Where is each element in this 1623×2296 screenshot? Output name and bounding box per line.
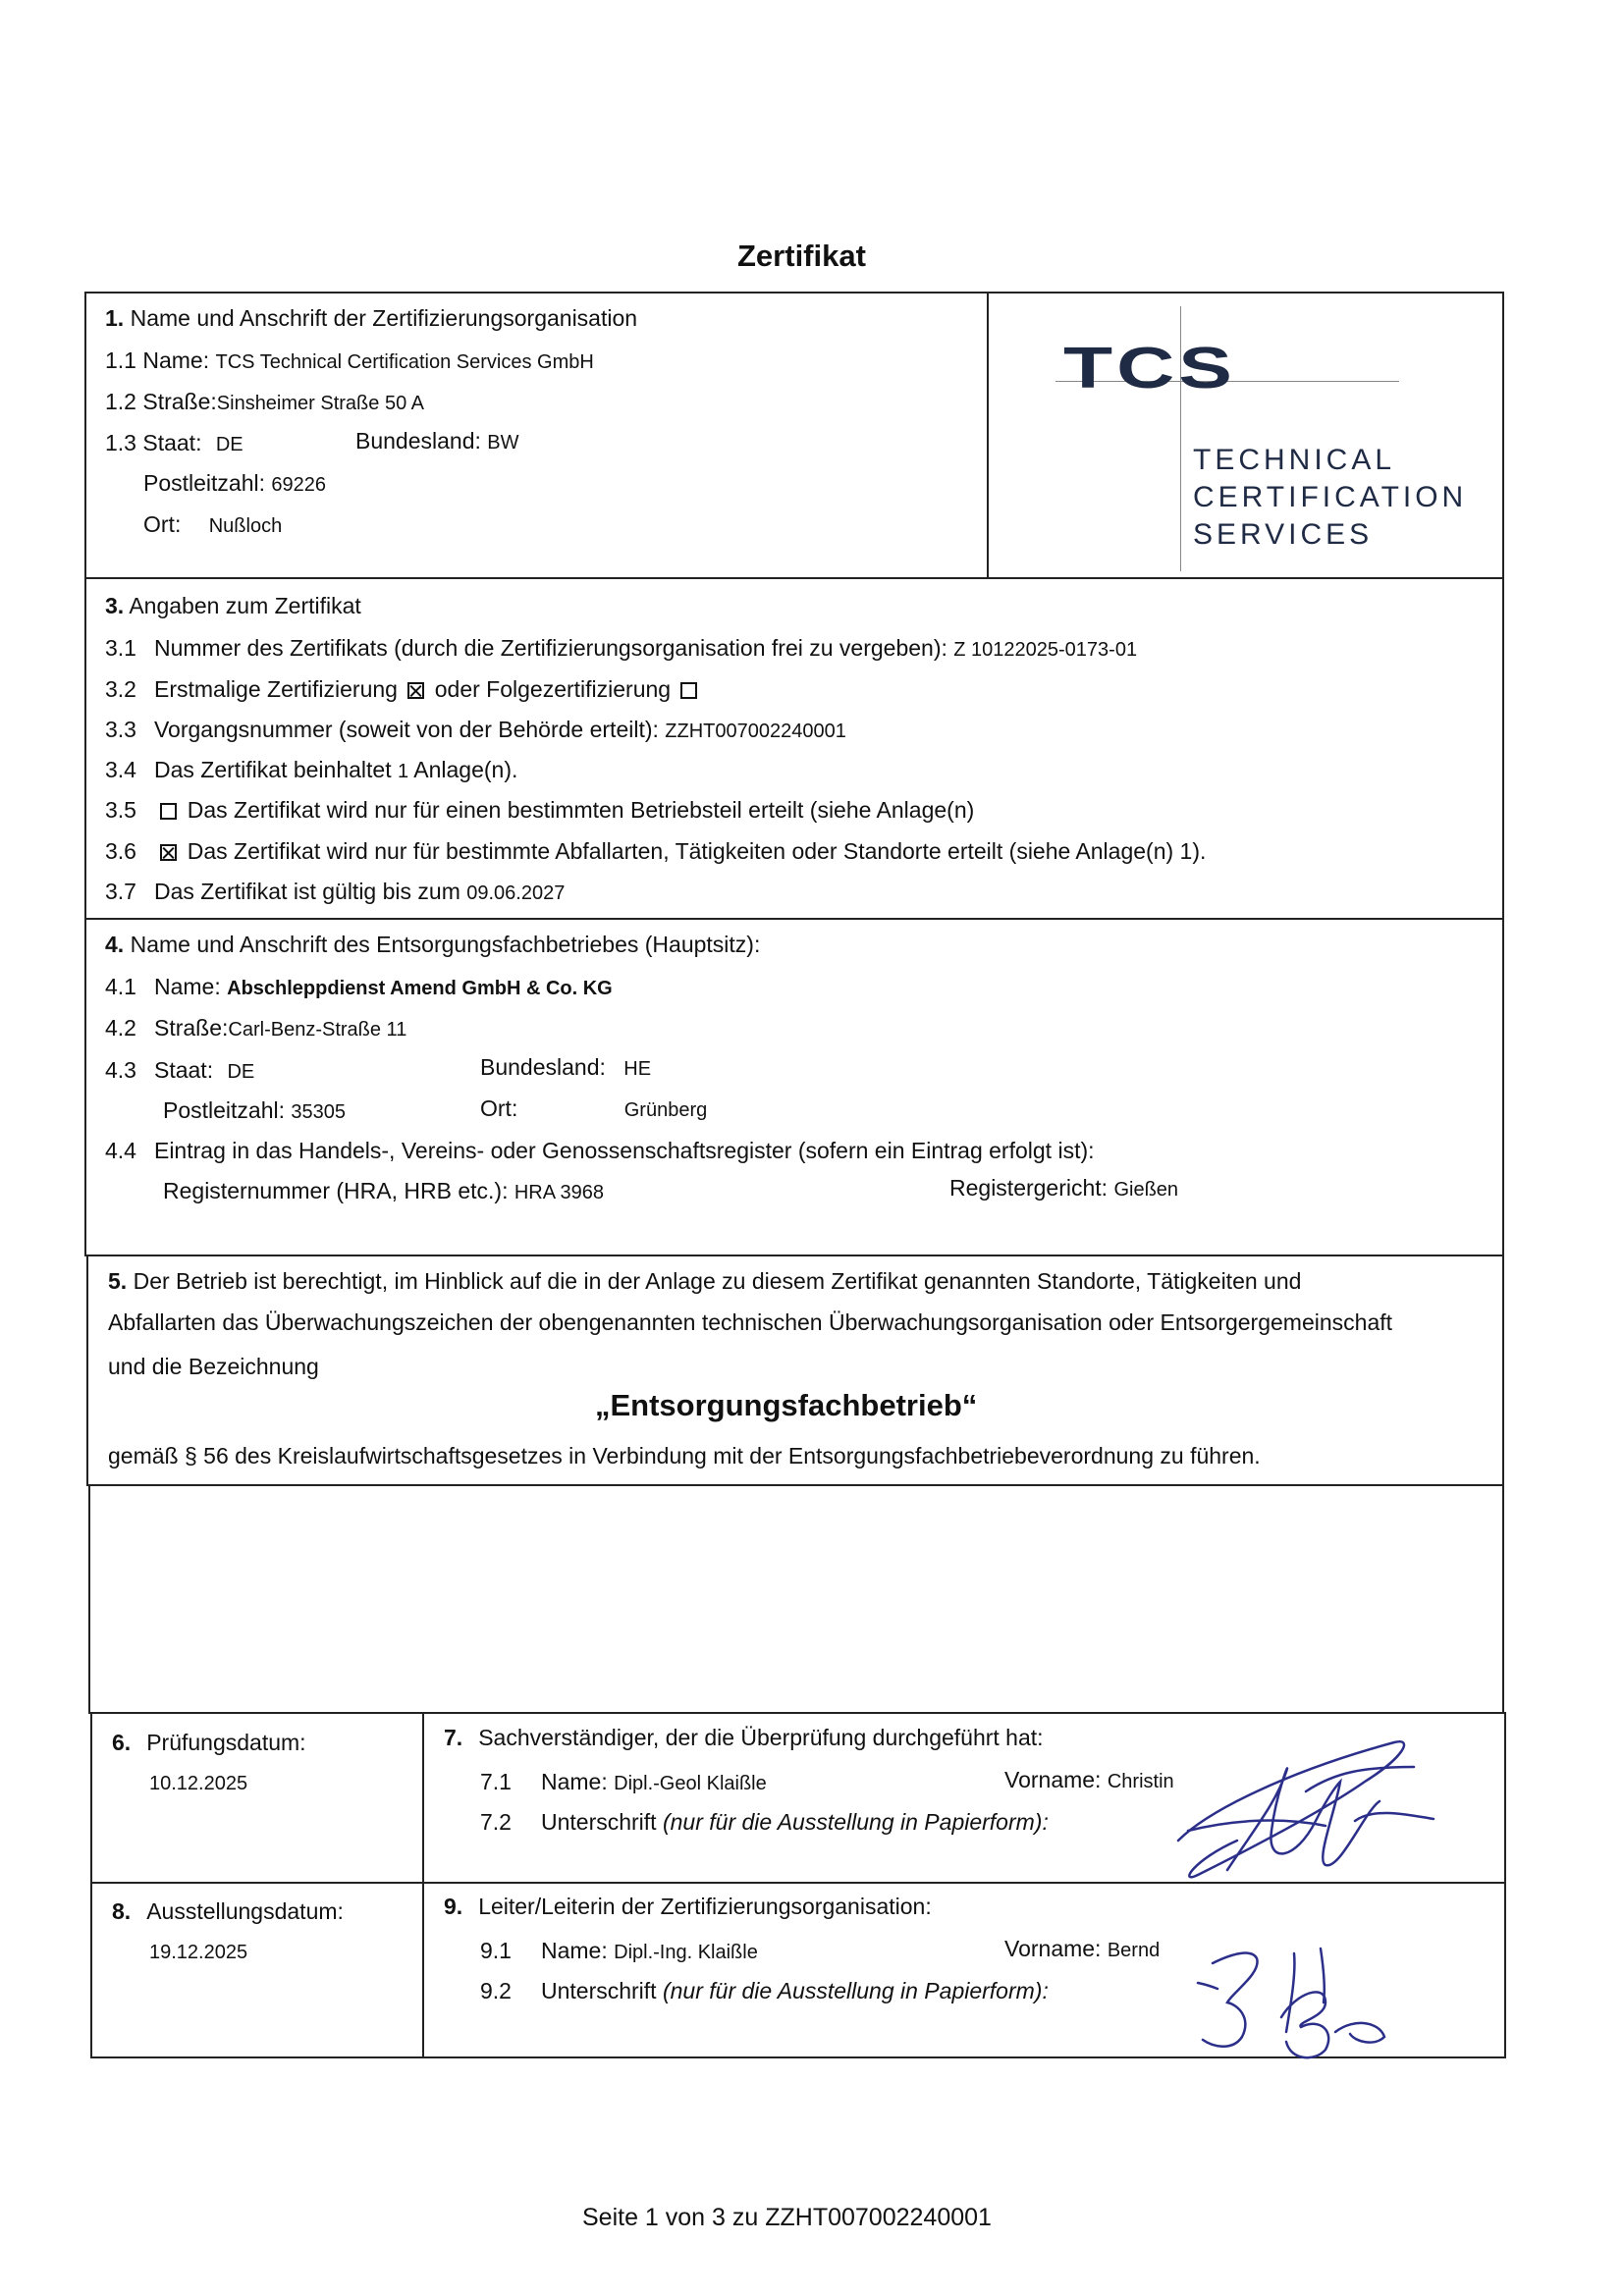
company-name-value: Abschleppdienst Amend GmbH & Co. KG bbox=[227, 978, 613, 999]
expert-name-value: Dipl.-Geol Klaißle bbox=[614, 1773, 767, 1794]
waste-types-checkbox bbox=[160, 844, 177, 861]
register-number-row: Registernummer (HRA, HRB etc.): HRA 3968 bbox=[163, 1178, 605, 1203]
org-plz-row: Postleitzahl: 69226 bbox=[143, 470, 327, 496]
expert-first-name-row: Vorname: Christin bbox=[1004, 1767, 1174, 1792]
section-3-header: 3. Angaben zum Zertifikat bbox=[105, 593, 361, 618]
plant-section-row: 3.5 Das Zertifikat wird nur für einen bestimmten Betriebsteil erteilt (siehe Anlage(n) bbox=[105, 797, 975, 823]
org-name-row: 1.1 Name: TCS Technical Certification Services GmbH bbox=[105, 347, 594, 373]
expert-signature-row: 7.2 Unterschrift (nur für die Ausstellung in Papierform): bbox=[480, 1809, 1049, 1835]
register-entry-row: 4.4 Eintrag in das Handels-, Vereins- oder Genossenschaftsregister (sofern ein Eintrag erfolgt ist): bbox=[105, 1138, 1095, 1163]
cert-number-row: 3.1 Nummer des Zertifikats (durch die Zertifizierungsorganisation frei zu vergeben): Z 10122025-0173-01 bbox=[105, 635, 1138, 661]
register-court-value: Gießen bbox=[1113, 1179, 1179, 1201]
head-name-value: Dipl.-Ing. Klaißle bbox=[614, 1942, 758, 1963]
section-1-header: 1. Name und Anschrift der Zertifizierungsorganisation bbox=[105, 305, 638, 331]
expert-signature bbox=[1168, 1733, 1443, 1890]
section-4-box bbox=[84, 918, 1504, 1256]
head-name-row: 9.1 Name: Dipl.-Ing. Klaißle bbox=[480, 1938, 758, 1963]
org-state-value: DE bbox=[215, 434, 243, 455]
company-state-row: 4.3 Staat: DE bbox=[105, 1057, 255, 1083]
section-3-box bbox=[84, 577, 1504, 920]
section-1-divider bbox=[987, 292, 989, 579]
org-land-row: Bundesland: BW bbox=[355, 428, 519, 454]
validity-value: 09.06.2027 bbox=[466, 882, 566, 904]
section-5-line-4: gemäß § 56 des Kreislaufwirtschaftsgesetzes in Verbindung mit der Entsorgungsfachbetriebeverordnung zu führen. bbox=[108, 1443, 1261, 1468]
company-plz-value: 35305 bbox=[291, 1101, 347, 1123]
head-signature bbox=[1178, 1924, 1434, 2071]
attachments-count: 1 bbox=[398, 761, 409, 782]
company-plz-row: Postleitzahl: 35305 bbox=[163, 1097, 347, 1123]
org-name-value: TCS Technical Certification Services GmbH bbox=[215, 351, 594, 373]
company-land-value: HE bbox=[623, 1058, 652, 1080]
expert-name-row: 7.1 Name: Dipl.-Geol Klaißle bbox=[480, 1769, 767, 1794]
section-4-header: 4. Name und Anschrift des Entsorgungsfachbetriebes (Hauptsitz): bbox=[105, 932, 761, 957]
waste-types-row: 3.6 Das Zertifikat wird nur für bestimmte Abfallarten, Tätigkeiten oder Standorte erteilt (siehe Anlage(n) 1). bbox=[105, 838, 1207, 864]
register-number-value: HRA 3968 bbox=[514, 1182, 605, 1203]
attachments-row: 3.4 Das Zertifikat beinhaltet 1 Anlage(n). bbox=[105, 757, 518, 782]
section-6-7-divider bbox=[422, 1712, 424, 1884]
issue-date-value: 19.12.2025 bbox=[149, 1942, 248, 1963]
company-ort-value: Grünberg bbox=[623, 1099, 708, 1121]
tcs-logo bbox=[1055, 306, 1468, 571]
section-5-line-3: und die Bezeichnung bbox=[108, 1354, 319, 1379]
company-street-value: Carl-Benz-Straße 11 bbox=[228, 1019, 407, 1041]
page-footer: Seite 1 von 3 zu ZZHT007002240001 bbox=[582, 2204, 992, 2231]
org-state-row: 1.3 Staat: DE bbox=[105, 430, 243, 455]
followup-cert-checkbox bbox=[680, 682, 697, 699]
org-land-value: BW bbox=[487, 432, 519, 454]
logo-line-2: CERTIFICATION bbox=[1193, 481, 1468, 513]
document-title: Zertifikat bbox=[737, 239, 866, 273]
section-5-line-1: 5. Der Betrieb ist berechtigt, im Hinblick auf die in der Anlage zu diesem Zertifikat genannten Standorte, Tätigkeiten und bbox=[108, 1268, 1302, 1294]
org-plz-value: 69226 bbox=[271, 474, 327, 496]
logo-line-3: SERVICES bbox=[1193, 518, 1374, 551]
company-street-row: 4.2 Straße:Carl-Benz-Straße 11 bbox=[105, 1015, 407, 1041]
org-ort-row: Ort: Nußloch bbox=[143, 511, 283, 537]
process-number-row: 3.3 Vorgangsnummer (soweit von der Behörde erteilt): ZZHT007002240001 bbox=[105, 717, 846, 742]
empty-box bbox=[88, 1484, 1504, 1714]
head-header: 9. Leiter/Leiterin der Zertifizierungsorganisation: bbox=[444, 1894, 932, 1919]
company-ort-row: Ort: Grünberg bbox=[480, 1095, 708, 1121]
logo-letters: TCS bbox=[1063, 336, 1236, 400]
head-first-name-value: Bernd bbox=[1107, 1940, 1161, 1961]
first-cert-row: 3.2 Erstmalige Zertifizierung oder Folgezertifizierung bbox=[105, 676, 701, 703]
cert-number-value: Z 10122025-0173-01 bbox=[953, 639, 1138, 661]
head-signature-row: 9.2 Unterschrift (nur für die Ausstellung in Papierform): bbox=[480, 1978, 1049, 2003]
issue-date-label: 8. Ausstellungsdatum: bbox=[112, 1898, 344, 1924]
company-land-row: Bundesland: HE bbox=[480, 1054, 652, 1080]
section-5-line-2: Abfallarten das Überwachungszeichen der obengenannten technischen Überwachungsorganisation oder Entsorgergemeinschaft bbox=[108, 1309, 1393, 1335]
company-name-row: 4.1 Name: Abschleppdienst Amend GmbH & Co. KG bbox=[105, 974, 613, 999]
head-first-name-row: Vorname: Bernd bbox=[1004, 1936, 1161, 1961]
expert-first-name-value: Christin bbox=[1107, 1771, 1174, 1792]
section-8-9-divider bbox=[422, 1882, 424, 2058]
company-state-value: DE bbox=[227, 1061, 255, 1083]
register-court-row: Registergericht: Gießen bbox=[949, 1175, 1179, 1201]
expert-header: 7. Sachverständiger, der die Überprüfung durchgeführt hat: bbox=[444, 1725, 1044, 1750]
org-ort-value: Nußloch bbox=[208, 515, 283, 537]
exam-date-value: 10.12.2025 bbox=[149, 1773, 248, 1794]
logo-line-1: TECHNICAL bbox=[1193, 444, 1396, 476]
plant-section-checkbox bbox=[160, 803, 177, 820]
process-number-value: ZZHT007002240001 bbox=[665, 721, 846, 742]
exam-date-label: 6. Prüfungsdatum: bbox=[112, 1730, 306, 1755]
designation: „Entsorgungsfachbetrieb“ bbox=[595, 1388, 978, 1422]
validity-row: 3.7 Das Zertifikat ist gültig bis zum 09.06.2027 bbox=[105, 879, 566, 904]
first-cert-checkbox bbox=[407, 682, 424, 699]
org-street-row: 1.2 Straße:Sinsheimer Straße 50 A bbox=[105, 389, 424, 414]
org-street-value: Sinsheimer Straße 50 A bbox=[216, 393, 424, 414]
